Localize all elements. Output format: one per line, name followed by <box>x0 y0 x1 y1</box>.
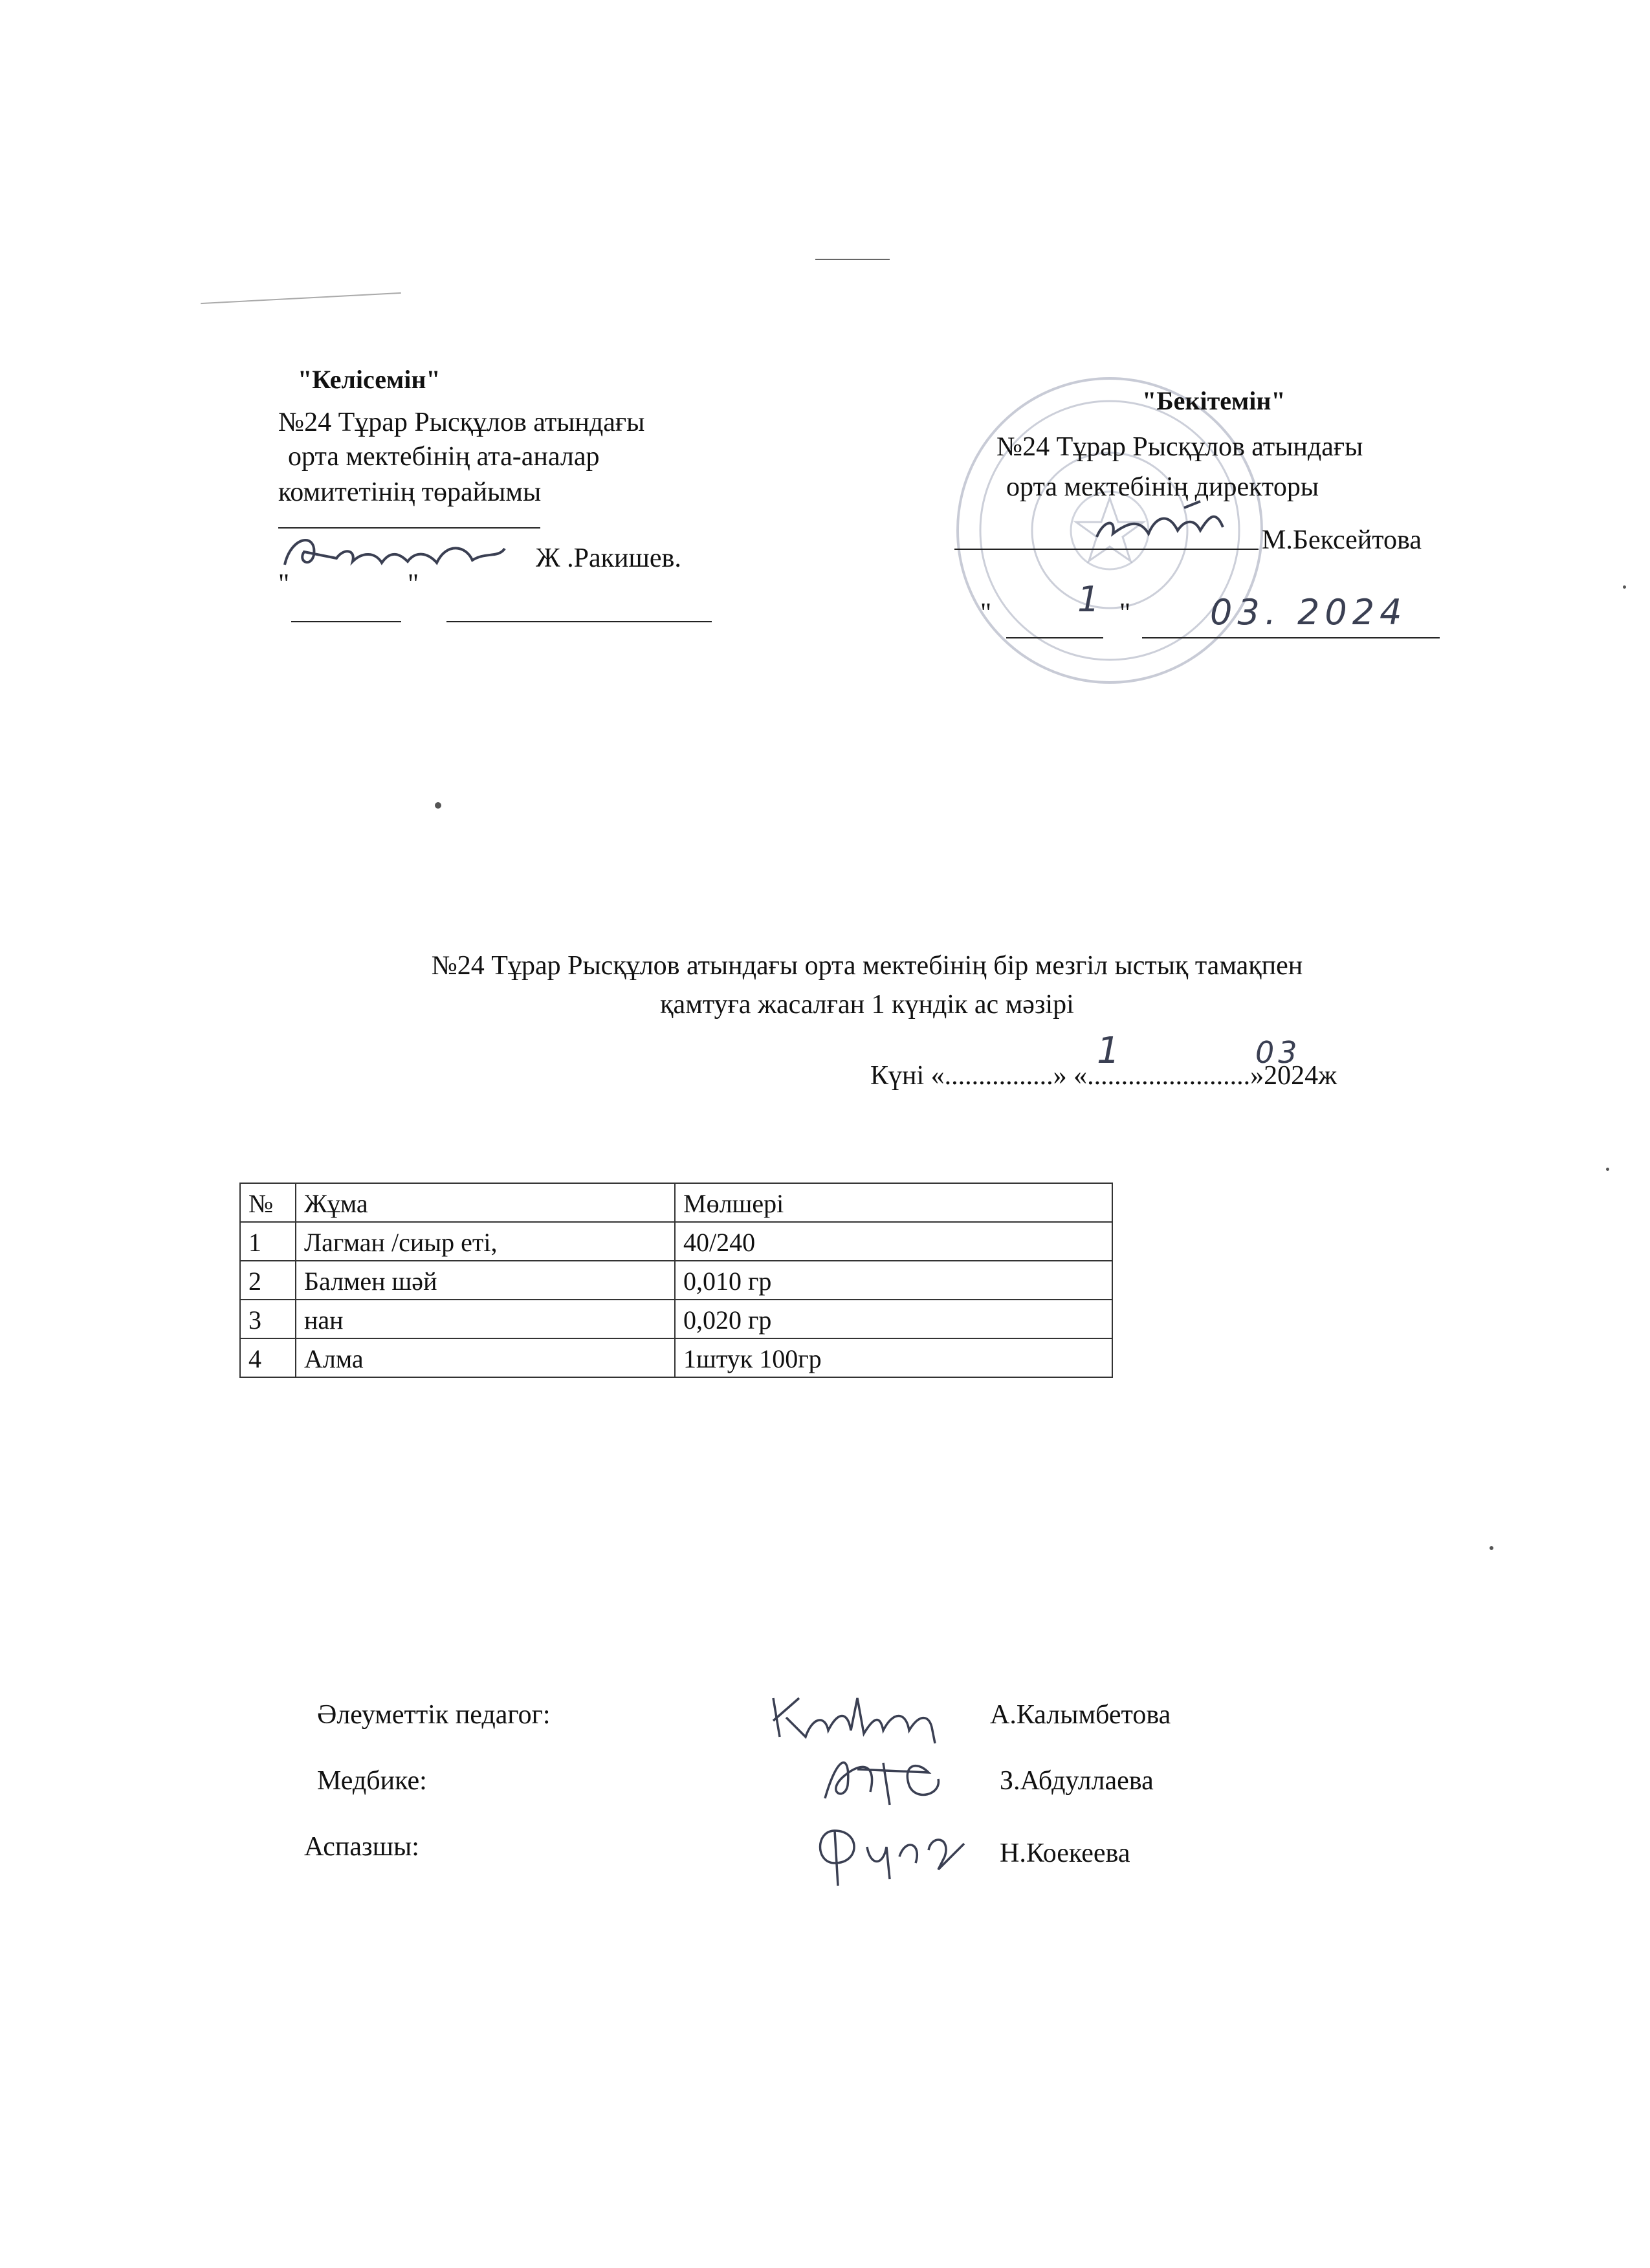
table-cell-amount: 1штук 100гр <box>675 1338 1112 1377</box>
signature-role-social-pedagogue: Әлеуметтік педагог: <box>317 1700 551 1730</box>
signature-name-cook: Н.Коекеева <box>1000 1838 1130 1868</box>
approve-date-quote-open: " <box>980 598 992 628</box>
table-cell-dish: Балмен шәй <box>296 1261 675 1300</box>
table-cell-number: 1 <box>240 1222 296 1261</box>
agree-date-day-line <box>291 621 401 622</box>
approve-line-1: №24 Тұрар Рысқұлов атындағы <box>996 432 1363 462</box>
menu-date-mid: » « <box>1053 1061 1088 1091</box>
agree-heading: "Келісемін" <box>298 365 441 394</box>
table-row <box>240 1261 1112 1300</box>
table-cell-number: 3 <box>240 1300 296 1338</box>
agree-date-quote-open: " <box>278 569 290 599</box>
table-cell-dish: нан <box>296 1300 675 1338</box>
table-header-number: № <box>240 1183 296 1222</box>
menu-date-day-dots: ................ <box>944 1061 1053 1091</box>
table-header-amount: Мөлшері <box>675 1183 1112 1222</box>
approve-heading: "Бекітемін" <box>1142 386 1286 415</box>
agree-line-3: комитетінің төрайымы <box>278 477 542 507</box>
menu-date-handwritten-day: 1 <box>1097 1030 1120 1072</box>
agree-line-2: орта мектебінің ата-аналар <box>288 442 600 472</box>
approve-date-day: 1 <box>1077 579 1100 620</box>
menu-date-suffix: »2024ж <box>1250 1061 1337 1091</box>
scan-speck <box>1490 1546 1493 1550</box>
table-row <box>240 1338 1112 1377</box>
agree-signature <box>278 529 544 574</box>
scan-line <box>201 292 401 304</box>
table-cell-dish: Лагман /сиыр еті, <box>296 1222 675 1261</box>
social-pedagogue-signature <box>767 1685 980 1750</box>
approve-date-quote-close: " <box>1119 598 1131 628</box>
signature-name-nurse: З.Абдуллаева <box>1000 1766 1154 1796</box>
signature-role-nurse: Медбике: <box>317 1766 427 1796</box>
approve-signature <box>1087 498 1255 550</box>
approve-date-month-line <box>1142 637 1440 638</box>
cook-signature <box>809 1818 996 1889</box>
approve-date-month: 03. 2024 <box>1210 592 1407 633</box>
scan-speck <box>435 802 441 809</box>
table-cell-amount: 40/240 <box>675 1222 1112 1261</box>
table-row <box>240 1222 1112 1261</box>
table-cell-amount: 0,010 гр <box>675 1261 1112 1300</box>
table-row <box>240 1300 1112 1338</box>
agree-date-quote-close: " <box>408 569 419 599</box>
menu-date-month-dots: ........................ <box>1087 1061 1251 1091</box>
table-cell-dish: Алма <box>296 1338 675 1377</box>
table-cell-amount: 0,020 гр <box>675 1300 1112 1338</box>
menu-title-line-1: №24 Тұрар Рысқұлов атындағы орта мектебінің бір мезгіл ыстық тамақпен <box>431 951 1303 981</box>
table-cell-number: 2 <box>240 1261 296 1300</box>
menu-table <box>239 1183 1113 1378</box>
scan-speck <box>1623 585 1626 589</box>
menu-title-line-2: қамтуға жасалған 1 күндік ас мәзірі <box>660 990 1074 1020</box>
scan-speck <box>1606 1168 1609 1171</box>
table-cell-number: 4 <box>240 1338 296 1377</box>
menu-date-handwritten-month: 03 <box>1255 1035 1301 1070</box>
agree-date-month-line <box>446 621 712 622</box>
signature-name-social-pedagogue: А.Калымбетова <box>990 1700 1171 1730</box>
nurse-signature <box>812 1747 980 1811</box>
approve-date-day-line <box>1006 637 1103 638</box>
menu-date-prefix: Күні « <box>870 1061 945 1091</box>
approve-line-2: орта мектебінің директоры <box>1006 472 1319 502</box>
agree-name: Ж .Ракишев. <box>536 543 681 573</box>
table-header-day: Жұма <box>296 1183 675 1222</box>
approve-name: М.Бексейтова <box>1262 525 1422 555</box>
agree-line-1: №24 Тұрар Рысқұлов атындағы <box>278 408 645 437</box>
signature-role-cook: Аспазшы: <box>304 1832 419 1862</box>
table-header-row <box>240 1183 1112 1222</box>
agree-signature-line <box>278 527 540 529</box>
scan-line <box>815 259 890 260</box>
